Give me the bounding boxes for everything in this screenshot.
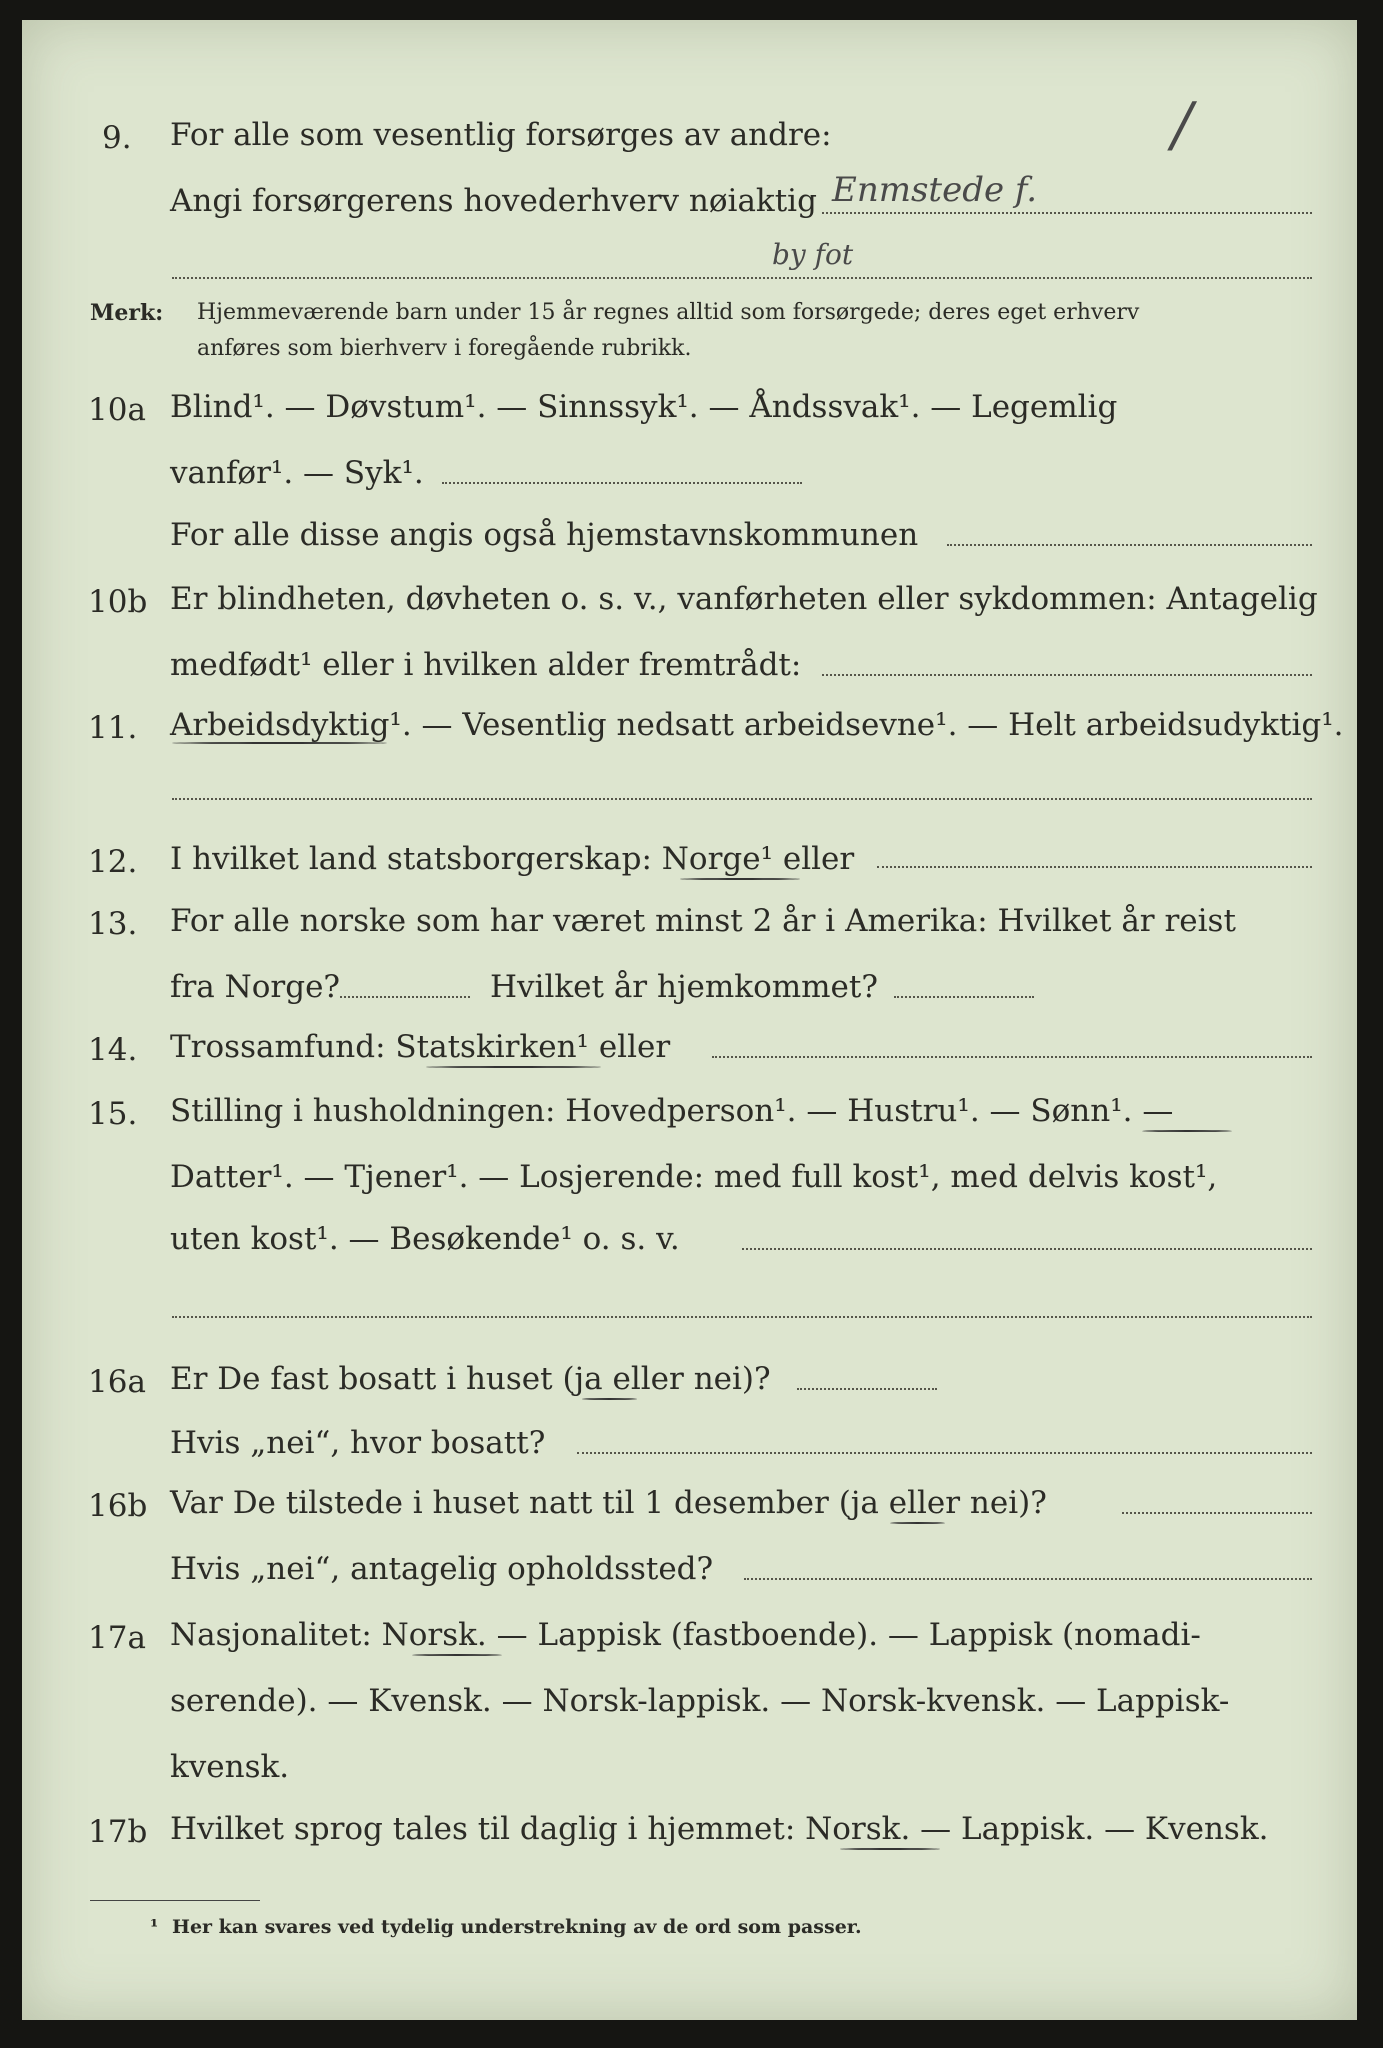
handwritten-answer: Enmstede f. <box>832 170 1038 210</box>
underline-mark <box>412 1654 502 1656</box>
q17b-number: 17b <box>88 1814 148 1850</box>
underline-mark <box>680 878 800 880</box>
q13-line2a: fra Norge? <box>170 969 341 1005</box>
q9-line2: Angi forsørgerens hovederhverv nøiaktig <box>170 183 817 219</box>
q17a-line2: serende). — Kvensk. — Norsk-lappisk. — Norsk-kvensk. — Lappisk- <box>170 1683 1230 1719</box>
q10b-number: 10b <box>88 584 148 620</box>
answer-line <box>742 1248 1312 1250</box>
q13-line2b: Hvilket år hjemkommet? <box>490 969 878 1005</box>
q16b-line2: Hvis „nei“, antagelig opholdssted? <box>170 1551 714 1587</box>
q16a-line1: Er De fast bosatt i huset (ja eller nei)? <box>170 1361 771 1397</box>
underline-mark <box>582 1398 637 1400</box>
handwritten-mark: / <box>1172 90 1193 160</box>
q13-number: 13. <box>88 906 138 942</box>
q14-number: 14. <box>88 1032 138 1068</box>
q17b-line1: Hvilket sprog tales til daglig i hjemmet: Norsk. — Lappisk. — Kvensk. <box>170 1811 1269 1847</box>
answer-line <box>442 482 802 484</box>
q17a-line3: kvensk. <box>170 1749 290 1785</box>
answer-line <box>797 1388 937 1390</box>
answer-line <box>712 1056 1312 1058</box>
q10a-line2: vanfør¹. — Syk¹. <box>170 455 424 491</box>
answer-line <box>877 866 1312 868</box>
underline-mark <box>1142 1130 1232 1132</box>
q16b-number: 16b <box>88 1488 148 1524</box>
q15-line2: Datter¹. — Tjener¹. — Losjerende: med full kost¹, med delvis kost¹, <box>170 1159 1218 1195</box>
q9-line1: For alle som vesentlig forsørges av andre: <box>170 117 832 153</box>
q17a-line1: Nasjonalitet: Norsk. — Lappisk (fastboende). — Lappisk (nomadi- <box>170 1617 1201 1653</box>
merk-label: Merk: <box>90 300 164 326</box>
q10b-line1: Er blindheten, døvheten o. s. v., vanførheten eller sykdommen: Antagelig <box>170 581 1318 617</box>
answer-line <box>822 212 1312 214</box>
q15-line1: Stilling i husholdningen: Hovedperson¹. — Hustru¹. — Sønn¹. — <box>170 1093 1174 1129</box>
q17a-number: 17a <box>88 1620 146 1656</box>
footnote-divider <box>90 1900 260 1901</box>
underline-mark <box>890 1522 945 1524</box>
handwritten-answer: by fot <box>772 238 854 271</box>
answer-line <box>172 277 1312 279</box>
q14-line1: Trossamfund: Statskirken¹ eller <box>170 1029 671 1065</box>
footnote-mark: ¹ <box>150 1916 159 1938</box>
answer-line <box>172 1316 1312 1318</box>
q9-number: 9. <box>102 120 132 156</box>
underline-mark <box>172 742 387 744</box>
census-form-page <box>22 20 1357 2020</box>
q12-line1: I hvilket land statsborgerskap: Norge¹ eller <box>170 841 855 877</box>
answer-line <box>822 674 1312 676</box>
answer-line <box>340 996 470 998</box>
answer-line <box>1122 1512 1312 1514</box>
q16a-number: 16a <box>88 1364 146 1400</box>
q16a-line2: Hvis „nei“, hvor bosatt? <box>170 1425 546 1461</box>
answer-line <box>744 1578 1312 1580</box>
answer-line <box>172 798 1312 800</box>
q10a-line1: Blind¹. — Døvstum¹. — Sinnssyk¹. — Åndssvak¹. — Legemlig <box>170 389 1118 425</box>
underline-mark <box>840 1848 940 1850</box>
q10b-line2: medfødt¹ eller i hvilken alder fremtrådt: <box>170 647 802 683</box>
q10a-number: 10a <box>88 392 146 428</box>
q12-number: 12. <box>88 844 138 880</box>
answer-line <box>577 1452 1312 1454</box>
q15-number: 15. <box>88 1096 138 1132</box>
q10a-line3: For alle disse angis også hjemstavnskommunen <box>170 517 919 553</box>
q11-number: 11. <box>88 710 138 746</box>
merk-line1: Hjemmeværende barn under 15 år regnes alltid som forsørgede; deres eget erhverv <box>197 300 1140 325</box>
q11-line1: Arbeidsdyktig¹. — Vesentlig nedsatt arbeidsevne¹. — Helt arbeidsudyktig¹. <box>170 707 1344 743</box>
q13-line1: For alle norske som har været minst 2 år i Amerika: Hvilket år reist <box>170 903 1236 939</box>
answer-line <box>947 544 1312 546</box>
footnote-text: Her kan svares ved tydelig understrekning av de ord som passer. <box>172 1916 862 1938</box>
answer-line <box>894 996 1034 998</box>
underline-mark <box>426 1066 601 1068</box>
merk-line2: anføres som bierhverv i foregående rubrikk. <box>197 336 692 361</box>
q16b-line1: Var De tilstede i huset natt til 1 desember (ja eller nei)? <box>170 1485 1047 1521</box>
q15-line3: uten kost¹. — Besøkende¹ o. s. v. <box>170 1221 680 1257</box>
